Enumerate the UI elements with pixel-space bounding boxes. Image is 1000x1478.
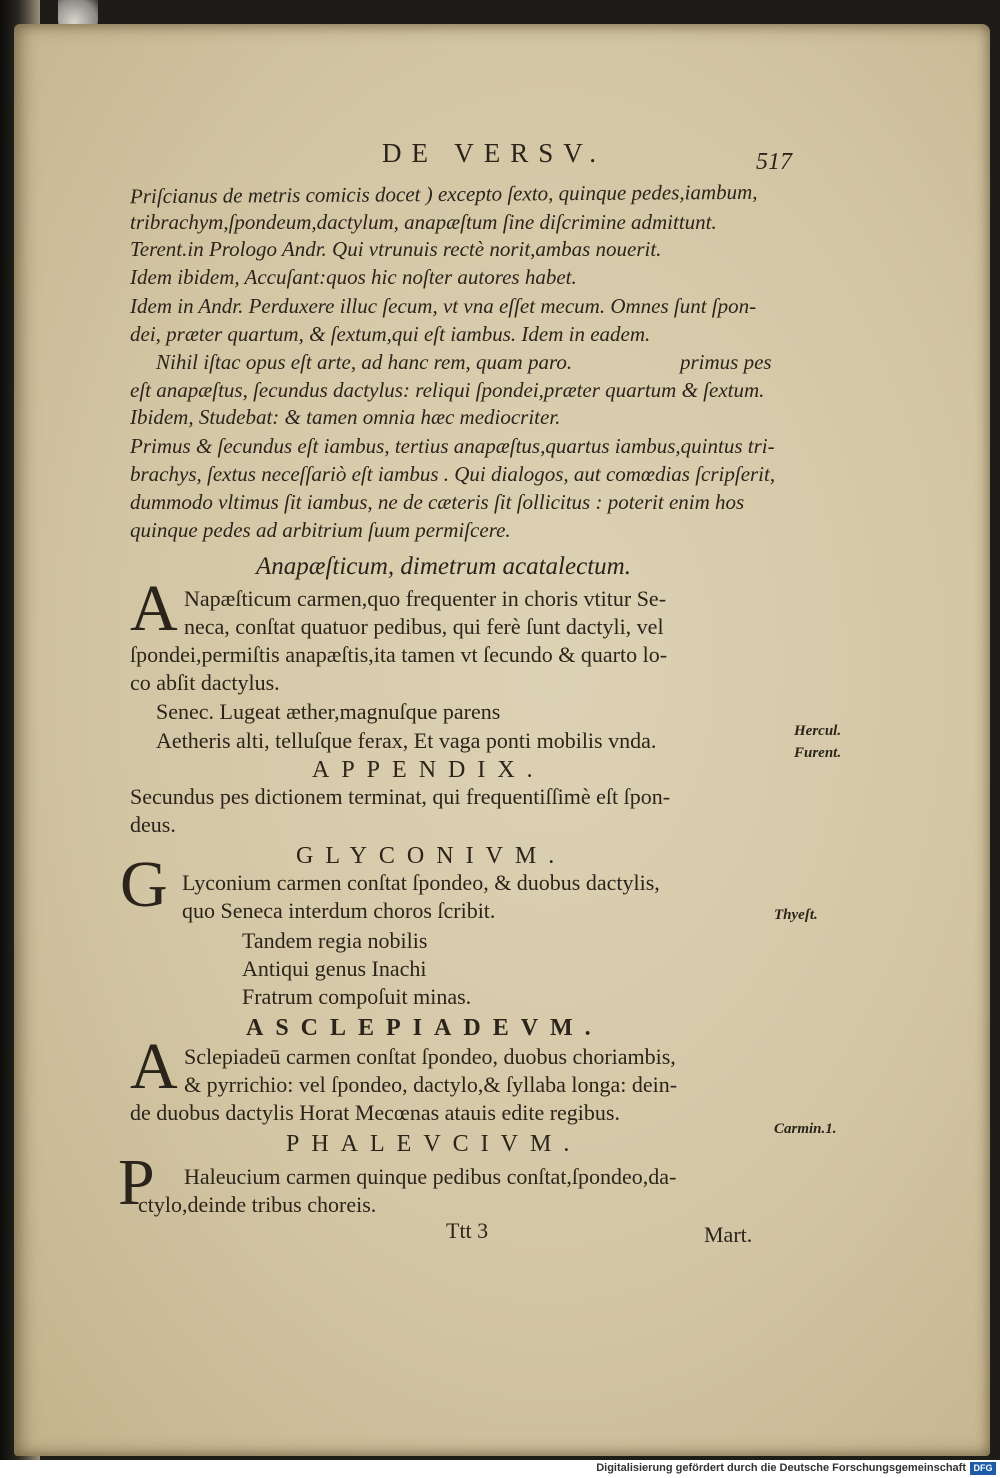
text-line: Primus & ſecundus eſt iambus, tertius anapæſtus,quartus iambus,quintus tri- bbox=[130, 434, 775, 458]
section-heading-phaleucium: PHALEVCIVM. bbox=[286, 1131, 582, 1157]
text-line: quinque pedes ad arbitrium ſuum permiſcere. bbox=[130, 518, 511, 542]
text-line: Ibidem, Studebat: & tamen omnia hæc mediocriter. bbox=[130, 405, 561, 429]
text-line: brachys, ſextus neceſſariò eſt iambus . Qui dialogos, aut comœdias ſcripſerit, bbox=[130, 462, 776, 486]
margin-note: Carmin.1. bbox=[774, 1121, 837, 1137]
text-line: Idem in Andr. Perduxere illuc ſecum, vt vna eſſet mecum. Omnes ſunt ſpon- bbox=[130, 294, 757, 318]
verse-line: Aetheris alti, telluſque ferax, Et vaga ponti mobilis vnda. bbox=[156, 728, 657, 753]
text-line: Idem ibidem, Accuſant:quos hic noſter autores habet. bbox=[130, 265, 577, 289]
text-line: de duobus dactylis Horat Mecœnas atauis edite regibus. bbox=[130, 1100, 620, 1125]
text-line: Lyconium carmen conſtat ſpondeo, & duobus dactylis, bbox=[182, 870, 660, 895]
text-line: eſt anapæſtus, ſecundus dactylus: reliqui ſpondei,præter quartum & ſextum. bbox=[130, 378, 765, 402]
section-heading-glyconium: GLYCONIVM. bbox=[296, 843, 567, 869]
drop-cap-a: A bbox=[130, 1030, 178, 1103]
section-heading-anapaest: Anapæſticum, dimetrum acatalectum. bbox=[256, 553, 631, 580]
footer-credit: Digitalisierung gefördert durch die Deutsche Forschungsgemeinschaft bbox=[596, 1462, 966, 1474]
verse-line: Senec. Lugeat æther,magnuſque parens bbox=[156, 699, 501, 724]
text-line: Sclepiadeū carmen conſtat ſpondeo, duobus choriambis, bbox=[184, 1044, 676, 1069]
text-line: ctylo,deinde tribus choreis. bbox=[138, 1192, 377, 1217]
section-heading-asclepiadeum: ASCLEPIADEVM. bbox=[246, 1015, 603, 1041]
book-page bbox=[14, 24, 990, 1456]
margin-note: Thyeſt. bbox=[774, 907, 818, 923]
text-line: quo Seneca interdum choros ſcribit. bbox=[182, 898, 496, 923]
catchword: Mart. bbox=[704, 1222, 753, 1247]
drop-cap-a: A bbox=[130, 572, 178, 645]
text-line: Napæſticum carmen,quo frequenter in choris vtitur Se- bbox=[184, 586, 667, 611]
text-line: co abſit dactylus. bbox=[130, 670, 280, 695]
text-line: Nihil iſtac opus eſt arte, ad hanc rem, quam paro. bbox=[156, 350, 573, 374]
footer-bar bbox=[0, 1460, 1000, 1478]
text-line: Secundus pes dictionem terminat, qui frequentiſſimè eſt ſpon- bbox=[130, 784, 671, 809]
verse-line: Fratrum compoſuit minas. bbox=[242, 984, 472, 1009]
text-line: Terent.in Prologo Andr. Qui vtrunuis rectè norit,ambas nouerit. bbox=[130, 237, 662, 261]
text-line: dummodo vltimus ſit iambus, ne de cæteris ſit ſollicitus : poterit enim hos bbox=[130, 490, 745, 514]
text-line: primus pes bbox=[680, 350, 772, 374]
margin-note: Furent. bbox=[794, 745, 842, 761]
running-head: DE VERSV. bbox=[382, 138, 607, 168]
margin-note: Hercul. bbox=[794, 723, 842, 739]
dfg-logo: DFG bbox=[970, 1462, 996, 1475]
text-line: ſpondei,permiſtis anapæſtis,ita tamen vt ſecundo & quarto lo- bbox=[130, 642, 668, 667]
section-heading-appendix: APPENDIX. bbox=[312, 757, 545, 783]
folio: 517 bbox=[756, 149, 792, 175]
verse-line: Tandem regia nobilis bbox=[242, 928, 428, 953]
text-line: Haleucium carmen quinque pedibus conſtat,ſpondeo,da- bbox=[184, 1164, 677, 1189]
text-line: Priſcianus de metris comicis docet ) excepto ſexto, quinque pedes,iambum, bbox=[129, 179, 758, 209]
drop-cap-p: P bbox=[118, 1146, 155, 1219]
signature-mark: Ttt 3 bbox=[446, 1218, 489, 1243]
text-line: & pyrrichio: vel ſpondeo, dactylo,& ſyllaba longa: dein- bbox=[184, 1072, 678, 1097]
text-line: neca, conſtat quatuor pedibus, qui ferè ſunt dactyli, vel bbox=[184, 614, 664, 639]
verse-line: Antiqui genus Inachi bbox=[242, 956, 427, 981]
text-line: tribrachym,ſpondeum,dactylum, anapæſtum ſine diſcrimine admittunt. bbox=[130, 210, 717, 234]
text-line: deus. bbox=[130, 812, 176, 837]
drop-cap-g: G bbox=[120, 848, 168, 921]
text-line: dei, præter quartum, & ſextum,qui eſt iambus. Idem in eadem. bbox=[130, 322, 651, 346]
